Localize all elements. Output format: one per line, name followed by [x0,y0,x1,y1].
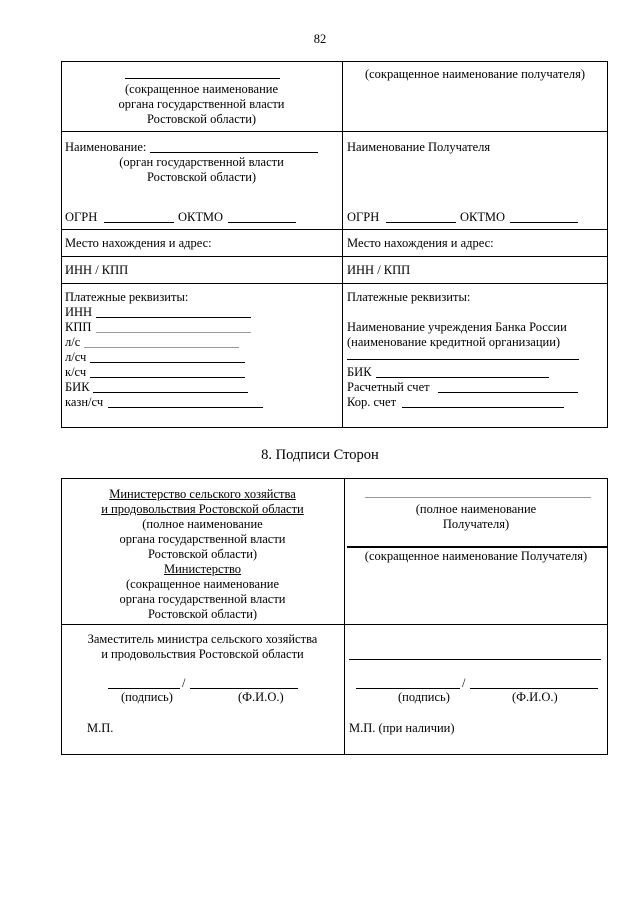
payment-blank-line [108,407,263,408]
payment-item-label: КПП [65,320,92,334]
payment-item-label: Кор. счет [347,395,397,409]
fio-line [470,688,598,689]
short-name-blank-line [125,78,280,79]
slash-separator: / [182,676,186,690]
oktmo-blank-line [510,222,578,223]
oktmo-label: ОКТМО [460,210,505,224]
full-name-note: Ростовской области) [147,547,258,561]
oktmo-blank-line [228,222,296,223]
section-title: 8. Подписи Сторон [261,447,379,463]
left-header-line: органа государственной власти [118,97,285,111]
payment-blank-line [402,407,564,408]
payment-item-label: ИНН [65,305,93,319]
short-name-note: (сокращенное наименование [126,577,279,591]
signature-caption: (подпись) [398,690,450,704]
short-name-note: органа государственной власти [119,592,286,606]
row-divider [61,229,607,230]
ogrn-label: ОГРН [65,210,98,224]
ministry-name: Министерство сельского хозяйства [109,487,296,501]
left-name-label: Наименование: [65,140,147,154]
bank-name-sub: (наименование кредитной организации) [347,335,561,349]
ogrn-blank-line [386,222,456,223]
payment-blank-line [438,392,578,393]
payment-blank-line [90,362,245,363]
inn-kpp-label: ИНН / КПП [347,263,411,277]
page-number: 82 [313,32,327,46]
signer-title: Заместитель министра сельского хозяйства [87,632,318,646]
ministry-name: и продовольствия Ростовской области [101,502,304,516]
payment-blank-line [376,377,549,378]
signature-line [356,688,460,689]
full-name-note: (полное наименование [142,517,263,531]
address-label: Место нахождения и адрес: [65,236,212,250]
payment-item-label: Расчетный счет [347,380,430,394]
signer-title-line [349,659,601,660]
payment-blank-line [96,317,251,318]
full-name-note: органа государственной власти [119,532,286,546]
signer-title: и продовольствия Ростовской области [101,647,304,661]
ogrn-label: ОГРН [347,210,380,224]
fio-caption: (Ф.И.О.) [238,690,284,704]
recipient-full-name-note: Получателя) [442,517,510,531]
payment-blank-line [84,347,239,348]
payment-item-label: л/с [65,335,81,349]
left-header-line: Ростовской области) [146,112,257,126]
payment-label: Платежные реквизиты: [347,290,471,304]
left-header-line: (сокращенное наименование [125,82,278,96]
payment-label: Платежные реквизиты: [65,290,189,304]
bank-name-label: Наименование учреждения Банка России [347,320,567,334]
stamp-label: М.П. [87,721,114,735]
payment-item-label: к/сч [65,365,87,379]
ministry-short-name: Министерство [163,562,242,576]
left-name-sub: (орган государственной власти [119,155,284,169]
name-blank-line [150,152,318,153]
row-divider [61,624,607,625]
payment-item-label: л/сч [65,350,87,364]
row-divider [61,131,607,132]
bank-blank-line [347,359,579,360]
signature-caption: (подпись) [121,690,173,704]
payment-item-label: БИК [347,365,372,379]
inn-kpp-label: ИНН / КПП [65,263,129,277]
recipient-full-name-line [365,497,591,498]
requisites-column-divider [342,61,343,427]
fio-caption: (Ф.И.О.) [512,690,558,704]
short-name-note: Ростовской области) [147,607,258,621]
address-label: Место нахождения и адрес: [347,236,494,250]
payment-blank-line [96,332,251,333]
recipient-short-name-note: (сокращенное наименование Получателя) [364,549,588,563]
row-divider [61,283,607,284]
payment-item-label: казн/сч [65,395,104,409]
oktmo-label: ОКТМО [178,210,223,224]
fio-line [190,688,298,689]
right-name-label: Наименование Получателя [347,140,491,154]
payment-item-label: БИК [65,380,90,394]
row-divider [61,256,607,257]
signature-line [108,688,180,689]
stamp-label: М.П. (при наличии) [349,721,455,735]
payment-blank-line [90,377,245,378]
right-header: (сокращенное наименование получателя) [364,67,586,81]
payment-blank-line [93,392,248,393]
slash-separator: / [462,676,466,690]
ogrn-blank-line [104,222,174,223]
left-name-sub: Ростовской области) [146,170,257,184]
recipient-short-name-line [347,546,607,548]
recipient-full-name-note: (полное наименование [415,502,537,516]
